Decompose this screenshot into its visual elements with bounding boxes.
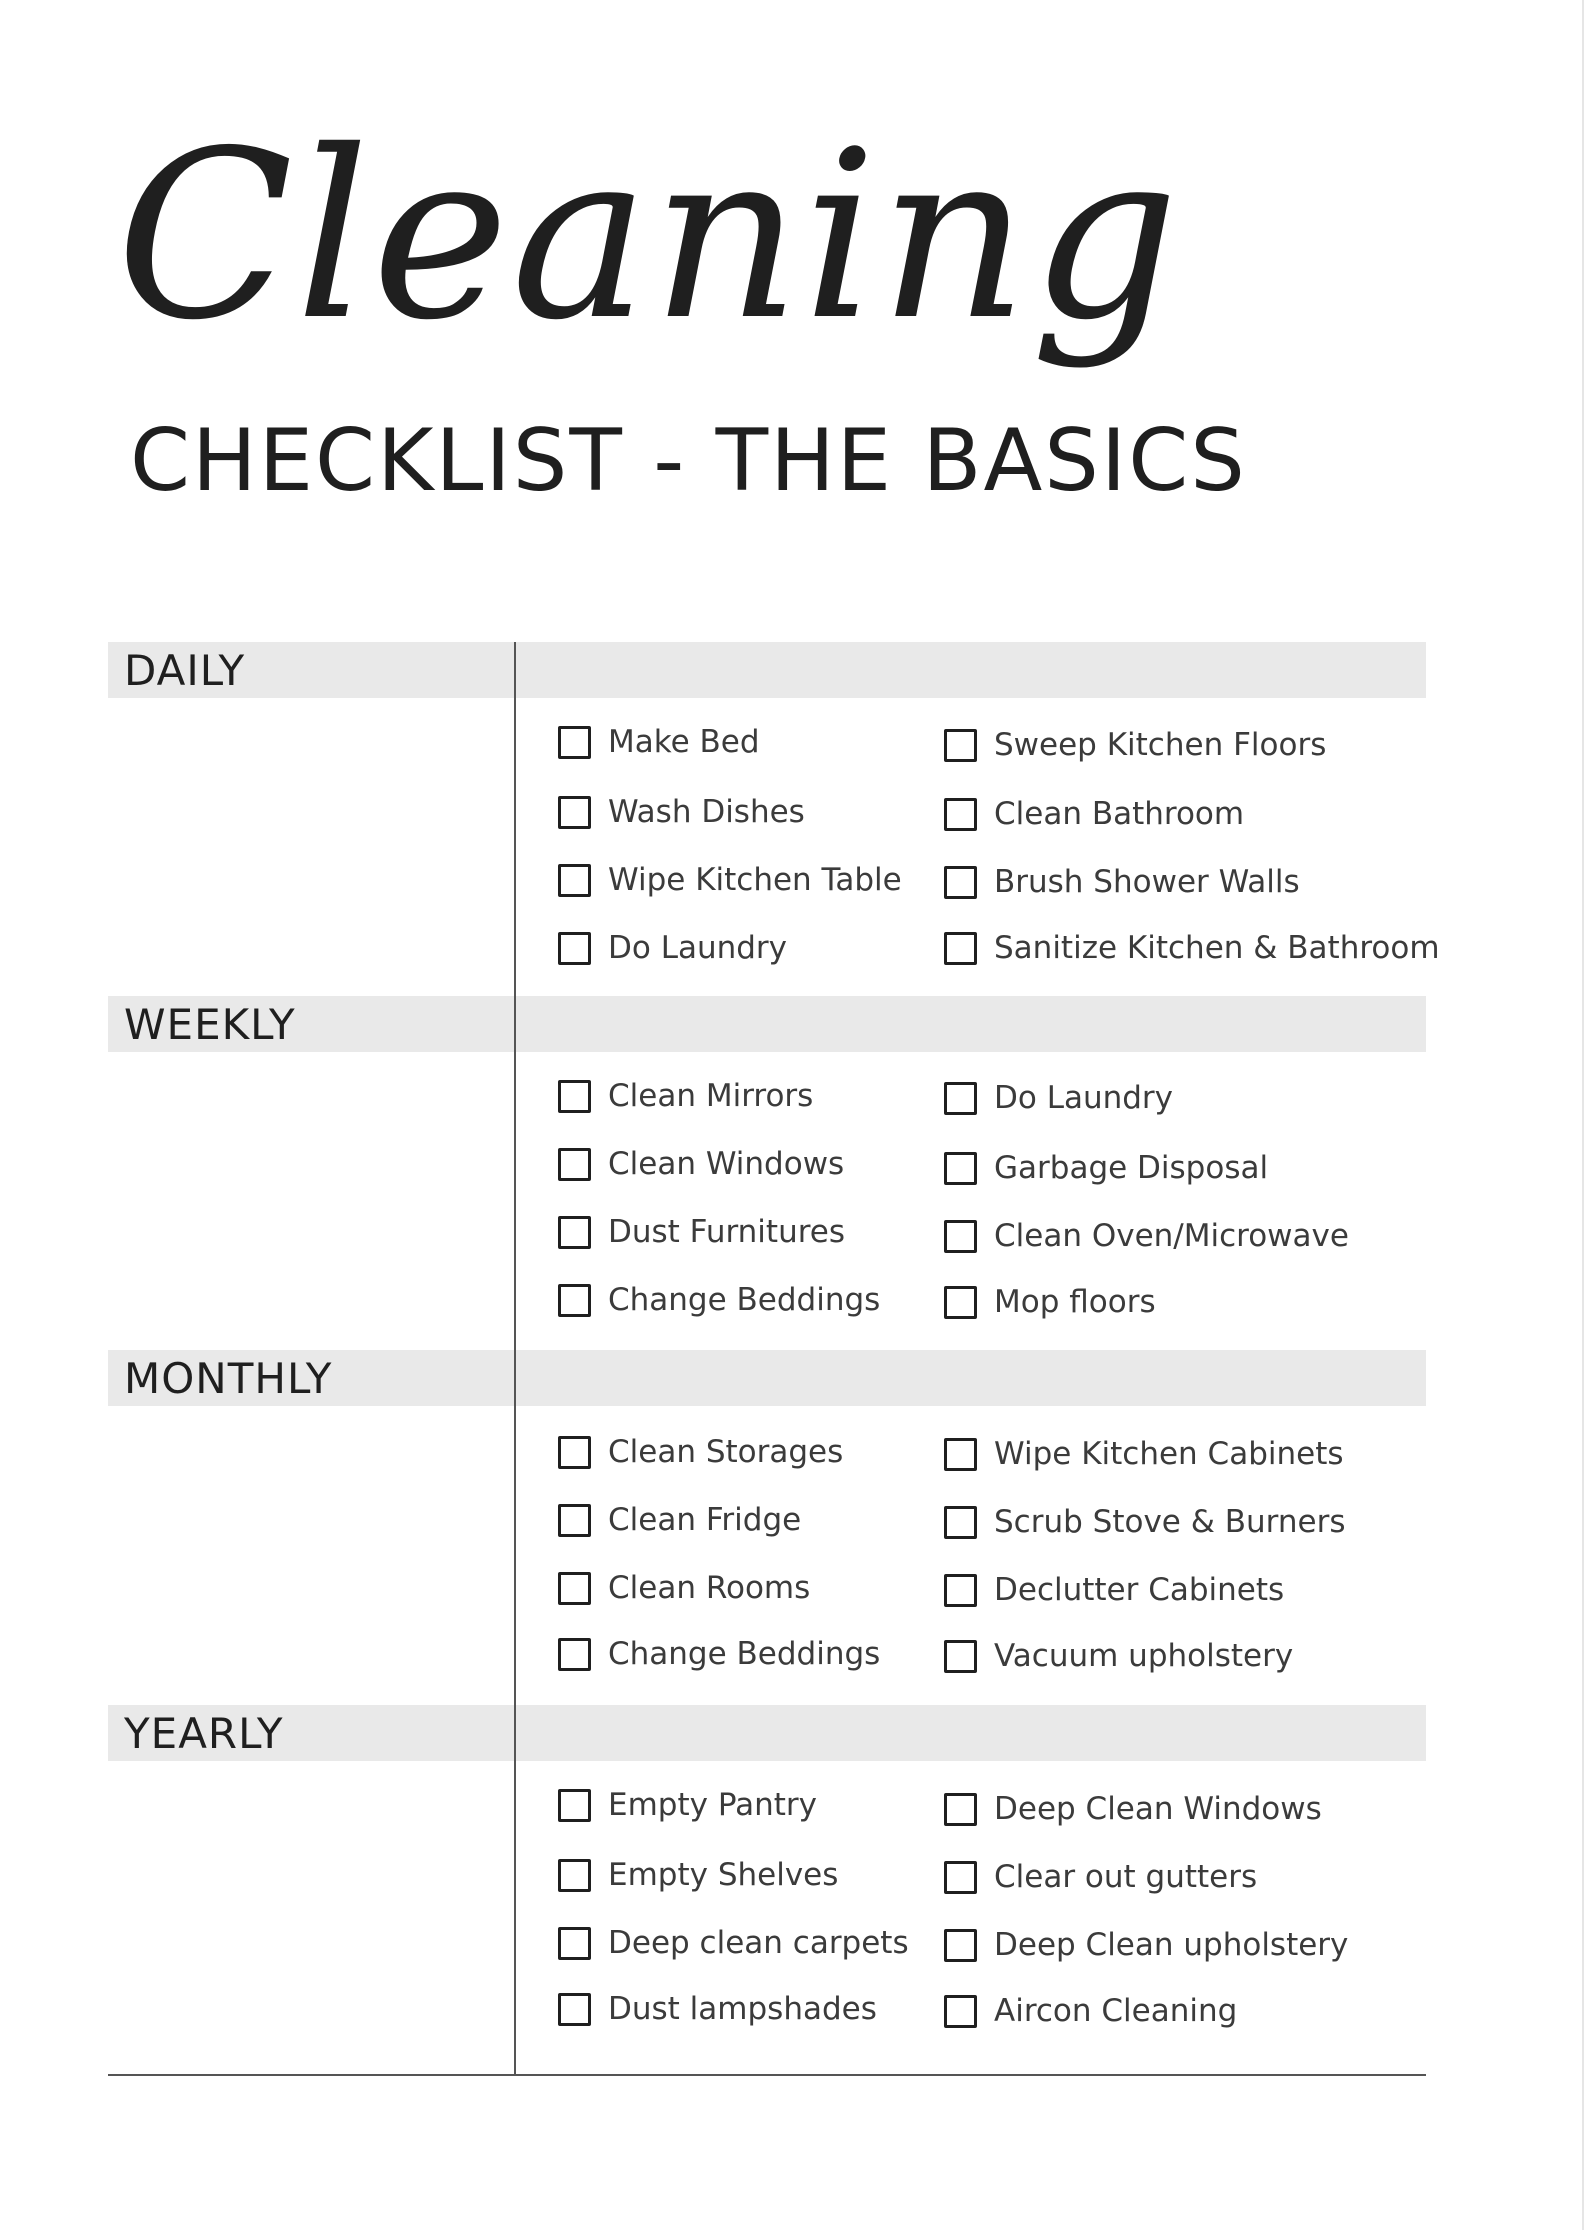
checklist-item-label: Scrub Stove & Burners [994, 1504, 1346, 1540]
checklist-item-label: Clean Rooms [608, 1570, 811, 1606]
checklist-item[interactable] [558, 1568, 810, 1608]
checklist-item[interactable] [944, 1216, 1349, 1256]
checklist-item-label: Change Beddings [608, 1282, 881, 1318]
checklist-item[interactable] [558, 1855, 838, 1895]
checkbox[interactable] [944, 866, 977, 899]
checklist-item[interactable] [944, 725, 1326, 765]
checklist-item-label: Empty Pantry [608, 1787, 818, 1823]
checkbox[interactable] [944, 1929, 977, 1962]
checklist-item[interactable] [944, 1636, 1293, 1676]
checklist-item-label: Brush Shower Walls [994, 864, 1300, 900]
checkbox[interactable] [944, 1574, 977, 1607]
checklist-item[interactable] [558, 1280, 880, 1320]
checklist-item-label: Sanitize Kitchen & Bathroom [994, 930, 1440, 966]
checklist-item[interactable] [944, 1434, 1344, 1474]
checklist-item[interactable] [558, 1634, 880, 1674]
checklist-item-label: Do Laundry [608, 930, 788, 966]
checklist-item-label: Mop floors [994, 1284, 1156, 1320]
checklist-item-label: Do Laundry [994, 1080, 1174, 1116]
checklist-item[interactable] [558, 928, 787, 968]
checklist-item-label: Dust lampshades [608, 1991, 877, 2027]
checkbox[interactable] [944, 1152, 977, 1185]
checkbox[interactable] [558, 1859, 591, 1892]
column-divider [514, 642, 516, 2076]
checkbox[interactable] [558, 864, 591, 897]
checkbox[interactable] [944, 1640, 977, 1673]
checkbox[interactable] [558, 1638, 591, 1671]
page-title: Cleaning [116, 101, 1181, 371]
checklist-item-label: Deep clean carpets [608, 1925, 909, 1961]
checklist-item-label: Change Beddings [608, 1636, 881, 1672]
checklist-item[interactable] [558, 1212, 845, 1252]
checklist-item[interactable] [944, 862, 1300, 902]
checklist-item[interactable] [558, 792, 805, 832]
checkbox[interactable] [944, 1438, 977, 1471]
checklist-item-label: Clear out gutters [994, 1859, 1258, 1895]
checklist-item[interactable] [944, 1570, 1284, 1610]
page-subtitle: CHECKLIST - THE BASICS [130, 411, 1247, 511]
section-header-band [108, 642, 1426, 698]
section-header-band [108, 996, 1426, 1052]
checklist-item[interactable] [558, 1989, 877, 2029]
checklist-item-label: Deep Clean upholstery [994, 1927, 1349, 1963]
checkbox[interactable] [558, 726, 591, 759]
checklist-item[interactable] [944, 1925, 1348, 1965]
checkbox[interactable] [558, 1572, 591, 1605]
checkbox[interactable] [944, 729, 977, 762]
checklist-table [108, 642, 1440, 2076]
checklist-item[interactable] [558, 722, 760, 762]
checkbox[interactable] [558, 1504, 591, 1537]
checkbox[interactable] [558, 932, 591, 965]
checkbox[interactable] [944, 1861, 977, 1894]
checklist-item-label: Deep Clean Windows [994, 1791, 1322, 1827]
section-label-monthly: MONTHLY [124, 1354, 333, 1403]
checklist-item[interactable] [944, 1991, 1237, 2031]
page-edge [1582, 0, 1584, 2230]
checklist-item[interactable] [558, 860, 902, 900]
checklist-item[interactable] [944, 1282, 1156, 1322]
checkbox[interactable] [558, 1080, 591, 1113]
checkbox[interactable] [558, 1993, 591, 2026]
section-label-daily: DAILY [124, 646, 246, 695]
checklist-item-label: Sweep Kitchen Floors [994, 727, 1327, 763]
checklist-item-label: Aircon Cleaning [994, 1993, 1238, 2029]
checklist-item[interactable] [558, 1144, 844, 1184]
checklist-item[interactable] [944, 794, 1244, 834]
checklist-item-label: Clean Mirrors [608, 1078, 814, 1114]
checkbox[interactable] [944, 1220, 977, 1253]
checklist-item[interactable] [944, 1502, 1345, 1542]
checkbox[interactable] [944, 1506, 977, 1539]
checklist-item-label: Wipe Kitchen Table [608, 862, 902, 898]
checklist-item[interactable] [558, 1500, 801, 1540]
checkbox[interactable] [944, 1793, 977, 1826]
checklist-item-label: Wash Dishes [608, 794, 805, 830]
section-label-yearly: YEARLY [124, 1709, 284, 1758]
checkbox[interactable] [944, 1286, 977, 1319]
checkbox[interactable] [944, 1995, 977, 2028]
checklist-item[interactable] [944, 1789, 1322, 1829]
checklist-item-label: Clean Storages [608, 1434, 844, 1470]
section-header-band [108, 1705, 1426, 1761]
checklist-item[interactable] [944, 928, 1440, 968]
checkbox[interactable] [558, 1436, 591, 1469]
checklist-item[interactable] [558, 1923, 909, 1963]
checklist-item-label: Clean Bathroom [994, 796, 1245, 832]
section-label-weekly: WEEKLY [124, 1000, 296, 1049]
checklist-item-label: Clean Fridge [608, 1502, 802, 1538]
checklist-item[interactable] [944, 1078, 1173, 1118]
checkbox[interactable] [558, 1148, 591, 1181]
checkbox[interactable] [558, 1927, 591, 1960]
checklist-item-label: Empty Shelves [608, 1857, 839, 1893]
checklist-item[interactable] [558, 1076, 813, 1116]
checklist-item[interactable] [944, 1857, 1257, 1897]
checkbox[interactable] [944, 932, 977, 965]
checklist-item[interactable] [558, 1432, 843, 1472]
checkbox[interactable] [558, 1789, 591, 1822]
checklist-item-label: Vacuum upholstery [994, 1638, 1294, 1674]
checklist-item-label: Garbage Disposal [994, 1150, 1269, 1186]
checklist-item-label: Make Bed [608, 724, 760, 760]
checkbox[interactable] [558, 796, 591, 829]
checklist-item-label: Clean Oven/Microwave [994, 1218, 1349, 1254]
checklist-item-label: Declutter Cabinets [994, 1572, 1285, 1608]
checklist-item-label: Clean Windows [608, 1146, 845, 1182]
checkbox[interactable] [558, 1216, 591, 1249]
checkbox[interactable] [944, 798, 977, 831]
checklist-item-label: Dust Furnitures [608, 1214, 846, 1250]
checkbox[interactable] [558, 1284, 591, 1317]
checklist-item[interactable] [558, 1785, 817, 1825]
checklist-item[interactable] [944, 1148, 1268, 1188]
checklist-item-label: Wipe Kitchen Cabinets [994, 1436, 1344, 1472]
bottom-rule [108, 2074, 1426, 2076]
checkbox[interactable] [944, 1082, 977, 1115]
